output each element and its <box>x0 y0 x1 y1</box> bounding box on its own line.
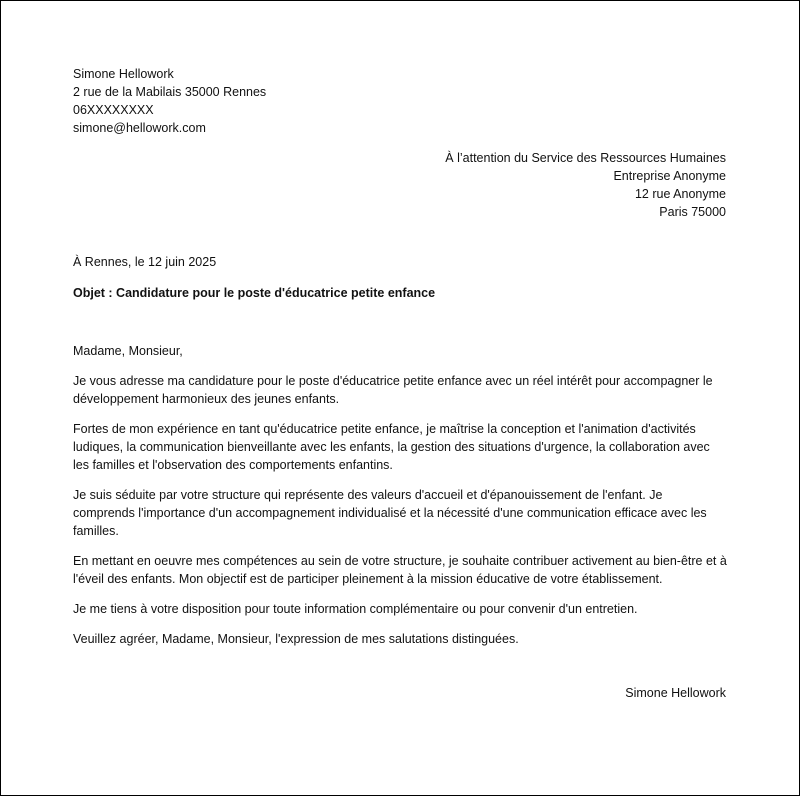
salutation: Madame, Monsieur, <box>73 343 183 358</box>
body-paragraph: En mettant en oeuvre mes compétences au sein de votre structure, je souhaite contribuer activement au bien-être et à l'éveil des enfants. Mon objectif est de participer pleinement à la mission éducative de votre établissement. <box>73 554 727 586</box>
recipient-block <box>73 149 727 221</box>
sender-phone: 06XXXXXXXX <box>73 103 154 117</box>
body-paragraph: Je me tiens à votre disposition pour toute information complémentaire ou pour convenir d'un entretien. <box>73 602 638 616</box>
recipient-company: Entreprise Anonyme <box>613 169 726 183</box>
recipient-city: Paris 75000 <box>659 205 726 219</box>
body-paragraph: Fortes de mon expérience en tant qu'éducatrice petite enfance, je maîtrise la conception et l'animation d'activités ludiques, la communication bienveillante avec les enfants, la gestion des situations d'urgence, la collaboration avec les familles et l'observation des comportements enfantins. <box>73 422 710 472</box>
sender-name: Simone Hellowork <box>73 67 174 81</box>
letter-subject: Objet : Candidature pour le poste d'éducatrice petite enfance <box>73 285 436 300</box>
body-paragraph: Je suis séduite par votre structure qui représente des valeurs d'accueil et d'épanouissement de l'enfant. Je comprends l'importance d'un accompagnement individualisé et la nécessité d'une communication efficace avec les familles. <box>73 488 707 538</box>
sender-block <box>73 65 727 137</box>
recipient-attention: À l’attention du Service des Ressources Humaines <box>445 151 726 165</box>
place-date: À Rennes, le 12 juin 2025 <box>73 255 217 269</box>
sender-address: 2 rue de la Mabilais 35000 Rennes <box>73 85 267 99</box>
signature: Simone Hellowork <box>625 686 726 700</box>
recipient-street: 12 rue Anonyme <box>634 187 726 201</box>
body-paragraph: Je vous adresse ma candidature pour le poste d'éducatrice petite enfance avec un réel intérêt pour accompagner le développement harmonieux des jeunes enfants. <box>73 374 713 406</box>
sender-email: simone@hellowork.com <box>73 121 206 135</box>
closing-paragraph: Veuillez agréer, Madame, Monsieur, l'expression de mes salutations distinguées. <box>73 632 519 646</box>
